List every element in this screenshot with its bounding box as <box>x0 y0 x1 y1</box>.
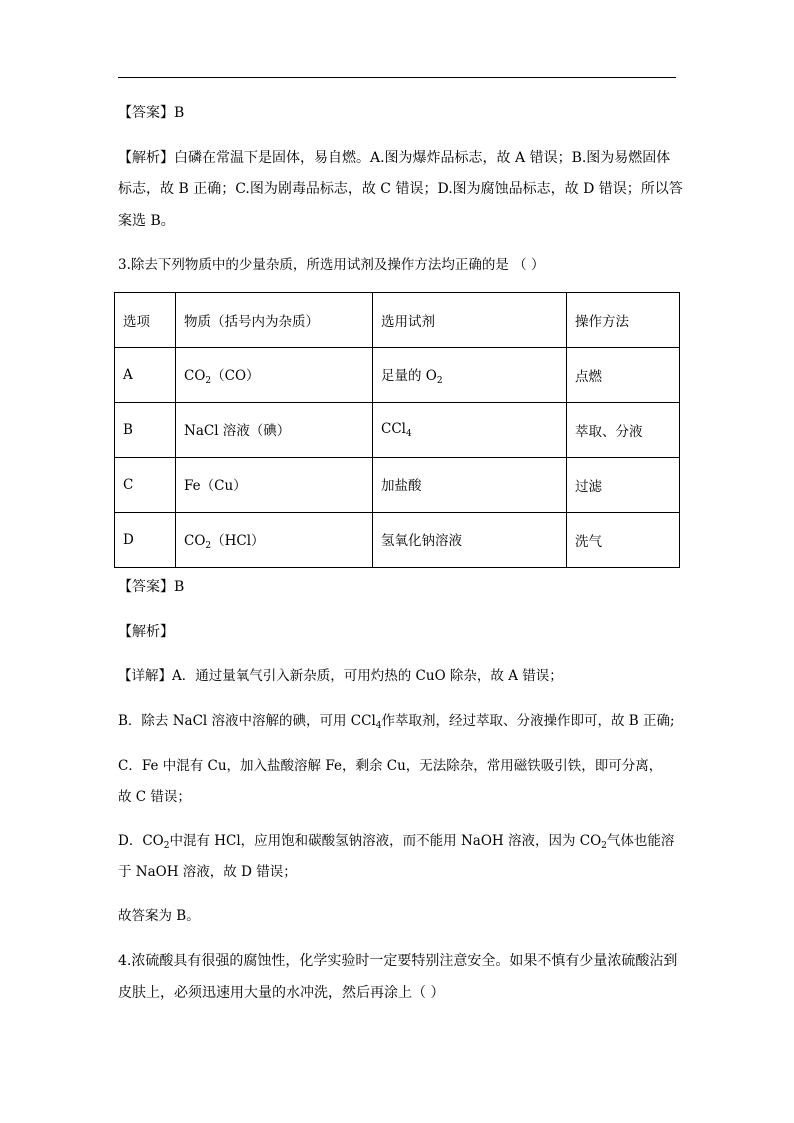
table-header-row <box>115 293 680 348</box>
cell-reagent: CCl$_4$ <box>373 403 567 458</box>
header-reagent: 选用试剂 <box>373 293 567 348</box>
detail-d-line1: D．$CO_2$中混有 HCl，应用饱和碳酸氢钠溶液，而不能用 NaOH 溶液，因为 $CO_2$气体也能溶 <box>118 833 675 851</box>
header-method: 操作方法 <box>567 293 680 348</box>
cell-substance: $CO_2(CO)$ <box>176 348 373 403</box>
cell-option: A <box>115 348 176 403</box>
analysis-q2-line2: 标志，故 B 正确；C.图为剧毒品标志，故 C 错误；D.图为腐蚀品标志，故 D 错误；所以答 <box>118 181 683 197</box>
detail-a: 【详解】A．通过量氧气引入新杂质，可用灼热的 CuO 除杂，故 A 错误； <box>118 668 563 684</box>
answer-q2: 【答案】B <box>118 105 185 121</box>
analysis-q2-line1: 【解析】白磷在常温下是固体，易自燃。A.图为爆炸品标志，故 A 错误；B.图为易燃固体 <box>118 150 671 166</box>
cell-option: B <box>115 403 176 458</box>
table-row <box>115 348 680 403</box>
conclusion: 故答案为 B。 <box>118 908 200 924</box>
cell-method: 点燃 <box>567 348 680 403</box>
cell-substance: Fe（Cu） <box>176 458 373 513</box>
question-3-table <box>114 292 680 568</box>
detail-b: B．除去 NaCl 溶液中溶解的碘，可用 CCl$_4$作萃取剂，经过萃取、分液操作即可，故 B 正确; <box>118 713 675 731</box>
analysis-q3-title: 【解析】 <box>118 624 174 640</box>
cell-reagent: 加盐酸 <box>373 458 567 513</box>
analysis-q2-line3: 案选 B。 <box>118 213 175 229</box>
cell-reagent: 足量的 $O_2$ <box>373 348 567 403</box>
cell-method: 萃取、分液 <box>567 403 680 458</box>
cell-reagent: 氢氧化钠溶液 <box>373 513 567 568</box>
cell-substance: $CO_2(HCl)$ <box>176 513 373 568</box>
question-3: 3.除去下列物质中的少量杂质，所选用试剂及操作方法均正确的是 （ ） <box>118 257 545 273</box>
question-4-line2: 皮肤上，必须迅速用大量的水冲洗，然后再涂上（ ） <box>118 985 445 1001</box>
cell-option: D <box>115 513 176 568</box>
cell-substance: NaCl 溶液（碘） <box>176 403 373 458</box>
cell-method: 过滤 <box>567 458 680 513</box>
detail-c-line1: C．Fe 中混有 Cu，加入盐酸溶解 Fe，剩余 Cu，无法除杂，常用磁铁吸引铁，即可分离， <box>118 758 663 774</box>
cell-method: 洗气 <box>567 513 680 568</box>
table-row <box>115 513 680 568</box>
detail-c-line2: 故 C 错误； <box>118 789 191 805</box>
table-row <box>115 403 680 458</box>
cell-option: C <box>115 458 176 513</box>
header-rule <box>118 77 676 78</box>
header-substance: 物质（括号内为杂质） <box>176 293 373 348</box>
question-4-line1: 4.浓硫酸具有很强的腐蚀性，化学实验时一定要特别注意安全。如果不慎有少量浓硫酸沾到 <box>118 953 678 969</box>
header-option: 选项 <box>115 293 176 348</box>
detail-d-line2: 于 NaOH 溶液，故 D 错误； <box>118 864 297 880</box>
answer-q3: 【答案】B <box>118 579 185 595</box>
table-row <box>115 458 680 513</box>
